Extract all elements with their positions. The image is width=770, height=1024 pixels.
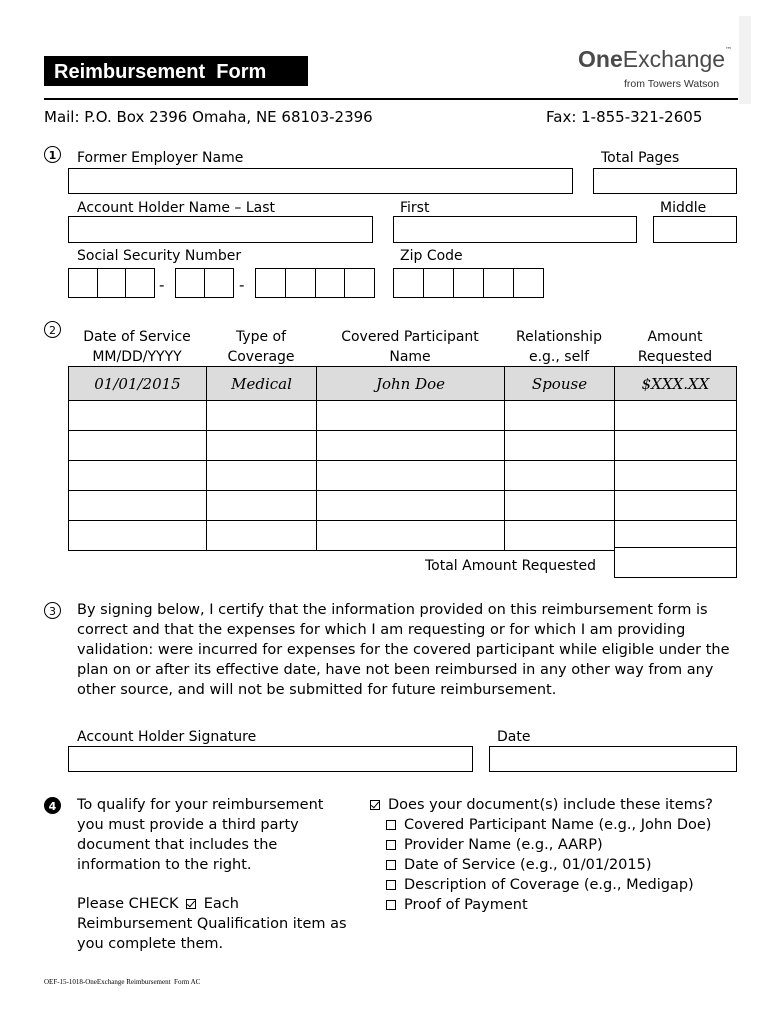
section-4-marker: 4 — [44, 797, 61, 814]
example-date: 01/01/2015 — [69, 367, 207, 401]
example-relationship: Spouse — [505, 367, 615, 401]
ssn-dash: - — [159, 276, 165, 294]
zip-code-label: Zip Code — [400, 248, 463, 264]
first-name-field[interactable] — [393, 216, 637, 243]
table-row[interactable] — [69, 401, 737, 431]
col-header-coverage: Type of Coverage — [227, 329, 295, 365]
checklist — [386, 815, 711, 915]
check-instruction — [77, 894, 357, 954]
header-rule — [44, 98, 738, 100]
signature-date-field[interactable] — [489, 746, 737, 772]
total-pages-label: Total Pages — [601, 150, 680, 166]
total-amount-label: Total Amount Requested — [425, 558, 596, 574]
checked-box-icon — [370, 800, 380, 810]
former-employer-field[interactable] — [68, 168, 573, 194]
check-instruction-post: Each Reimbursement Qualification item as you complete them. — [77, 896, 347, 952]
ssn-dash: - — [239, 276, 245, 294]
ssn-area-field[interactable] — [68, 268, 155, 298]
checkbox-icon[interactable] — [386, 840, 396, 850]
table-row[interactable] — [69, 431, 737, 461]
brand-exchange: Exchange — [622, 46, 726, 72]
checklist-item[interactable]: Date of Service (e.g., 01/01/2015) — [386, 855, 711, 875]
example-amount: $XXX.XX — [615, 367, 737, 401]
ssn-label: Social Security Number — [77, 248, 242, 264]
table-row[interactable] — [69, 491, 737, 521]
col-header-date: Date of Service MM/DD/YYYY — [83, 329, 191, 365]
total-pages-field[interactable] — [593, 168, 737, 194]
example-row — [69, 367, 737, 401]
brand-one: One — [578, 46, 623, 72]
middle-name-label: Middle — [660, 200, 707, 216]
checklist-item[interactable]: Provider Name (e.g., AARP) — [386, 835, 711, 855]
ssn-group-field[interactable] — [175, 268, 234, 298]
fax-number: Fax: 1-855-321-2605 — [546, 108, 703, 126]
col-header-relationship: Relationship e.g., self — [516, 329, 602, 365]
last-name-label: Account Holder Name – Last — [77, 200, 276, 216]
signature-field[interactable] — [68, 746, 473, 772]
checked-box-icon — [186, 899, 196, 909]
section-1-marker: 1 — [44, 146, 61, 163]
former-employer-label: Former Employer Name — [77, 150, 244, 166]
first-name-label: First — [400, 200, 430, 216]
table-row[interactable] — [69, 521, 737, 551]
col-header-amount: Amount Requested — [637, 329, 713, 365]
checkbox-icon[interactable] — [386, 860, 396, 870]
brand-logo — [578, 46, 732, 73]
qualification-intro: To qualify for your reimbursement you must provide a third party document that includes the information to the right. — [77, 797, 324, 873]
signature-label: Account Holder Signature — [77, 729, 257, 745]
last-name-field[interactable] — [68, 216, 373, 243]
example-participant: John Doe — [317, 367, 505, 401]
form-code: OEF-15-1018-OneExchange Reimbursement Form AC — [44, 978, 201, 986]
brand-tm: ™ — [725, 46, 733, 54]
check-instruction-pre: Please CHECK — [77, 896, 179, 912]
checklist-item[interactable]: Proof of Payment — [386, 895, 711, 915]
form-title: Reimbursement Form — [54, 61, 267, 83]
page-edge-mark — [739, 16, 751, 104]
section-3-marker: 3 — [44, 602, 61, 619]
checkbox-icon[interactable] — [386, 880, 396, 890]
example-coverage: Medical — [207, 367, 317, 401]
checkbox-icon[interactable] — [386, 900, 396, 910]
items-question — [370, 795, 713, 815]
ssn-serial-field[interactable] — [255, 268, 375, 298]
table-row[interactable] — [69, 461, 737, 491]
checkbox-icon[interactable] — [386, 820, 396, 830]
date-label: Date — [497, 729, 531, 745]
total-amount-field[interactable] — [614, 547, 737, 578]
middle-name-field[interactable] — [653, 216, 737, 243]
zip-code-field[interactable] — [393, 268, 544, 298]
checklist-item[interactable]: Description of Coverage (e.g., Medigap) — [386, 875, 711, 895]
brand-subtitle: from Towers Watson — [624, 78, 720, 90]
section-2-marker: 2 — [44, 321, 61, 338]
items-question-text: Does your document(s) include these items? — [388, 797, 714, 813]
mail-address: Mail: P.O. Box 2396 Omaha, NE 68103-2396 — [44, 108, 373, 126]
expense-table — [68, 366, 737, 551]
col-header-participant: Covered Participant Name — [341, 329, 479, 365]
checklist-item[interactable]: Covered Participant Name (e.g., John Doe) — [386, 815, 711, 835]
certification-statement: By signing below, I certify that the information provided on this reimbursement form is correct and that the expenses for which I am requesting or for which I am providing validation: were incurred for expenses for the covered participant while eligible under the plan on or after its effective date, have not been reimbursed in any other way from any other source, and will not be submitted for future reimbursement. — [77, 602, 730, 698]
